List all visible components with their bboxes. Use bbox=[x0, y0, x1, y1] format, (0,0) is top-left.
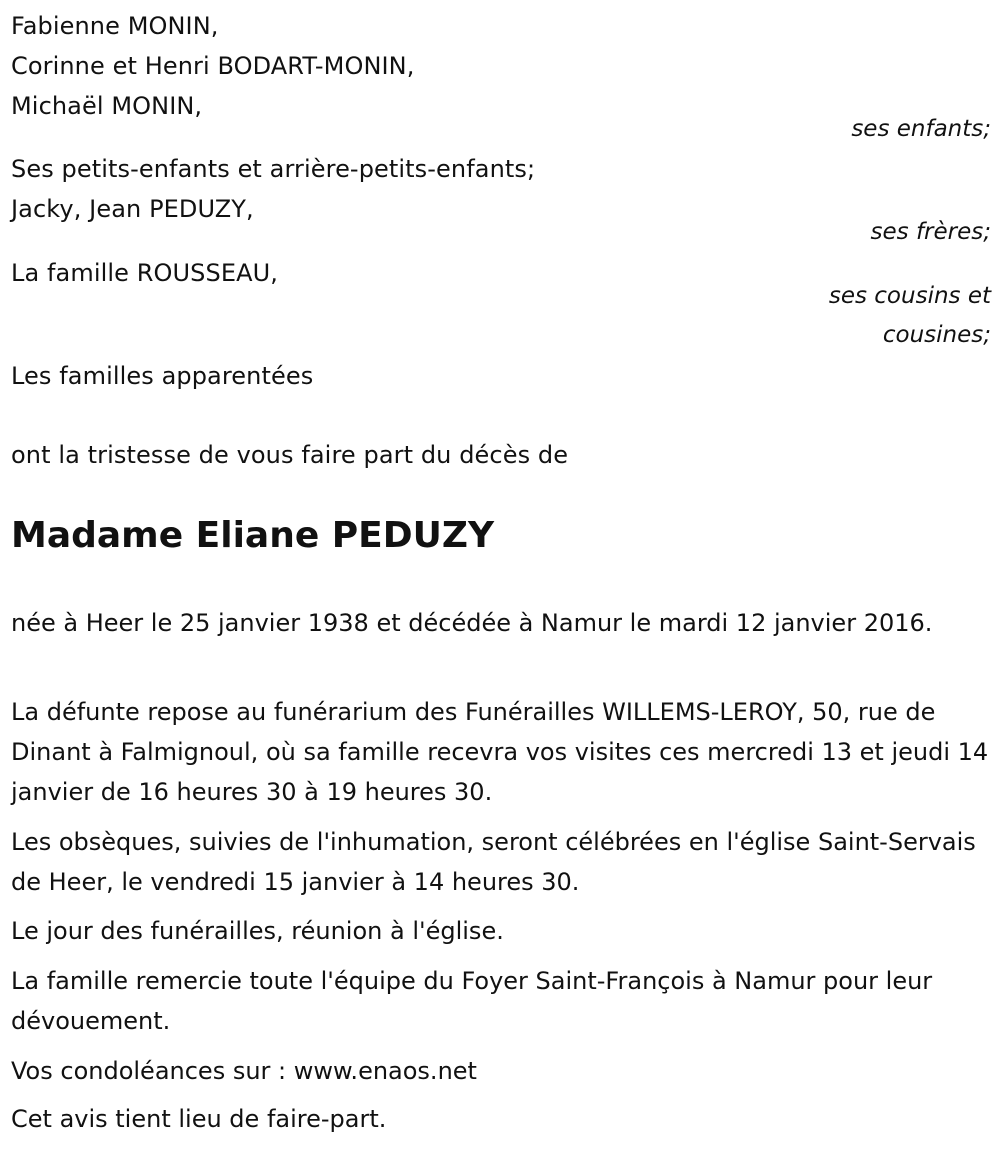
funerarium-paragraph: La défunte repose au funérarium des Funérailles WILLEMS-LEROY, 50, rue de Dinant à Falmignoul, où sa famille recevra vos visites ces mercredi 13 et jeudi 14 janvier de 16 heures 30 à 19 heures 30. bbox=[11, 698, 989, 806]
cousins-role-line-1: ses cousins et bbox=[828, 283, 991, 309]
funeral-paragraph: Les obsèques, suivies de l'inhumation, seront célébrées en l'église Saint-Servais de Heer, le vendredi 15 janvier à 14 heures 30. bbox=[11, 828, 976, 896]
announcement-intro: ont la tristesse de vous faire part du décès de bbox=[11, 441, 569, 469]
cousins-names: La famille ROUSSEAU, bbox=[11, 259, 279, 287]
cousins-role-line-2: cousines; bbox=[882, 322, 991, 348]
child-name-1: Fabienne MONIN, bbox=[11, 12, 219, 40]
brothers-role: ses frères; bbox=[870, 219, 991, 245]
child-name-3: Michaël MONIN, bbox=[11, 92, 203, 120]
children-role: ses enfants; bbox=[851, 116, 991, 142]
related-families: Les familles apparentées bbox=[11, 362, 314, 390]
grandchildren-line: Ses petits-enfants et arrière-petits-enfants; bbox=[11, 155, 536, 183]
condolences-paragraph: Vos condoléances sur : www.enaos.net bbox=[11, 1057, 477, 1085]
deceased-name: Madame Eliane PEDUZY bbox=[11, 515, 495, 556]
child-name-2: Corinne et Henri BODART-MONIN, bbox=[11, 52, 415, 80]
birth-death-paragraph: née à Heer le 25 janvier 1938 et décédée à Namur le mardi 12 janvier 2016. bbox=[11, 609, 933, 637]
thanks-paragraph: La famille remercie toute l'équipe du Foyer Saint-François à Namur pour leur dévouement. bbox=[11, 967, 933, 1035]
notice-paragraph: Cet avis tient lieu de faire-part. bbox=[11, 1105, 387, 1133]
brothers-names: Jacky, Jean PEDUZY, bbox=[11, 195, 254, 223]
meeting-paragraph: Le jour des funérailles, réunion à l'église. bbox=[11, 917, 504, 945]
